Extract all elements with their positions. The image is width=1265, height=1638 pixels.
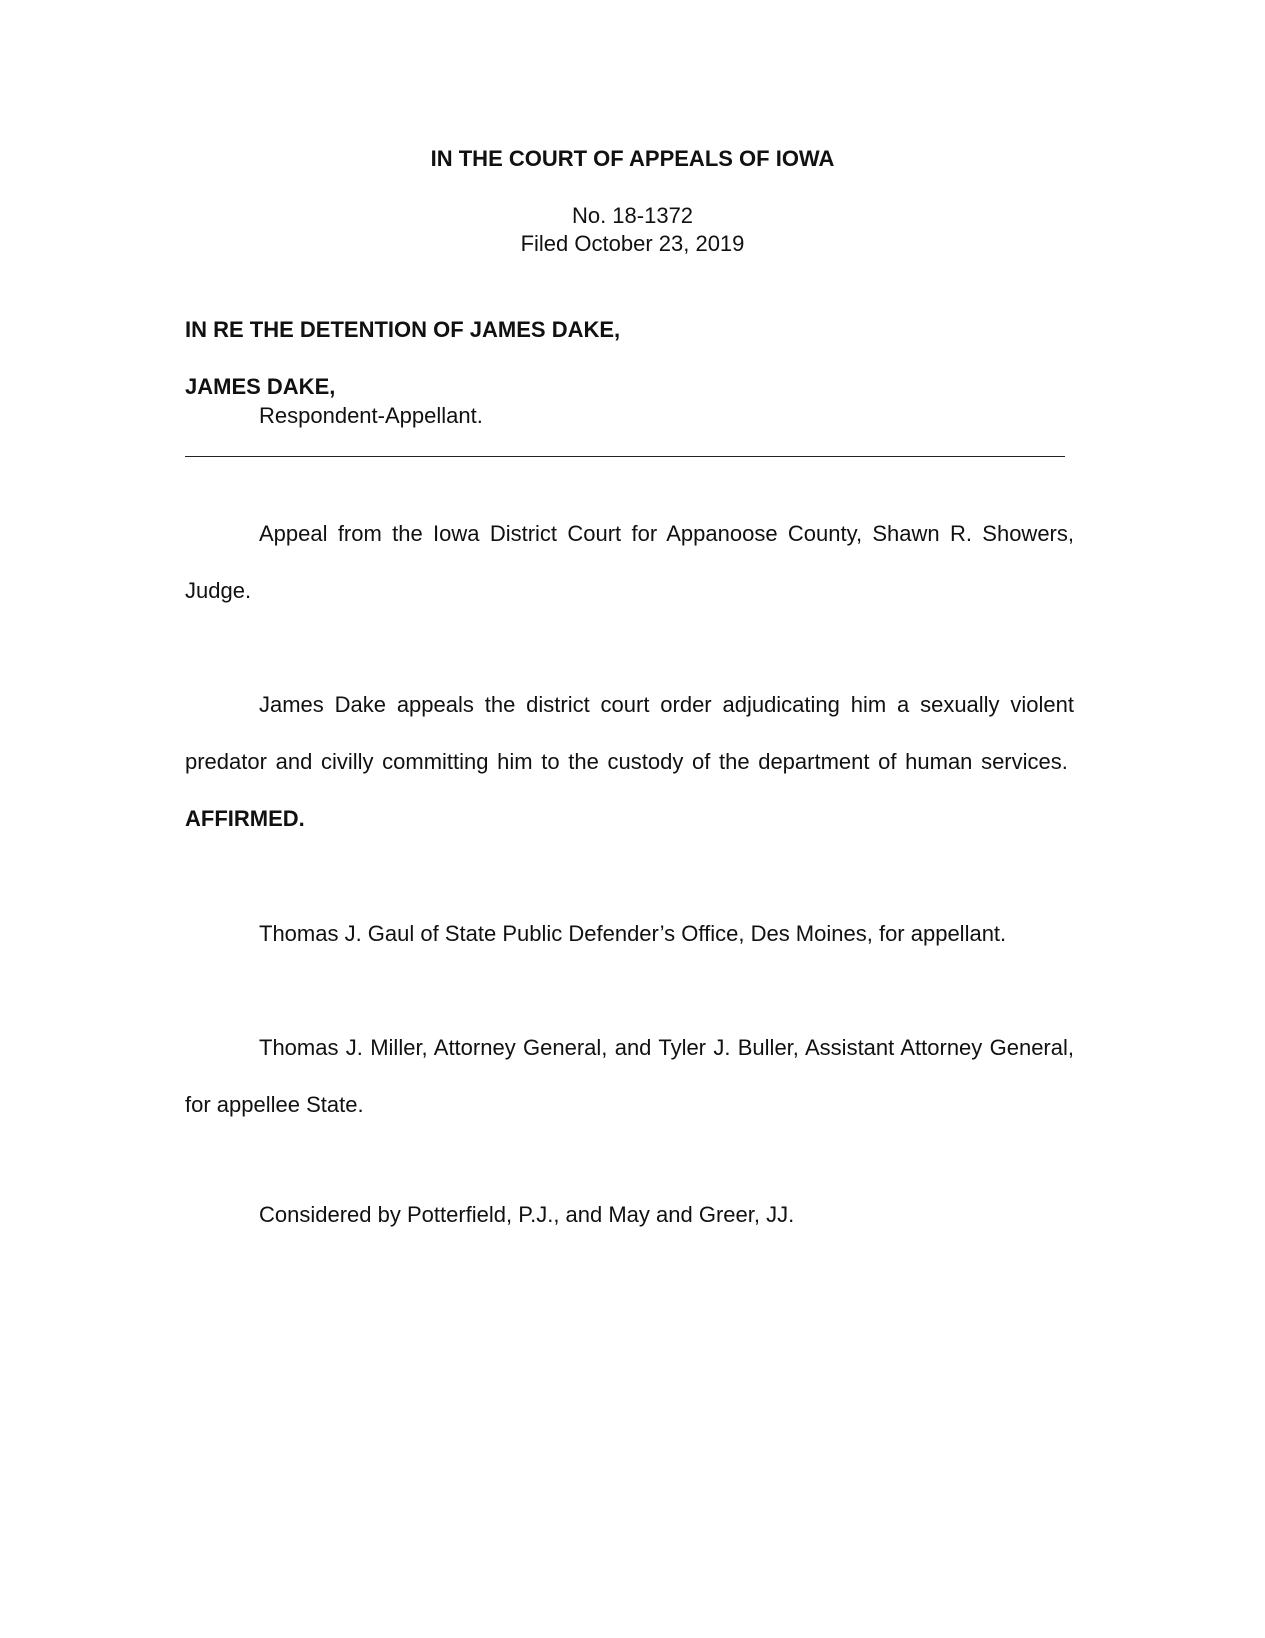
- case-number: No. 18-1372: [571, 203, 694, 228]
- disposition: AFFIRMED.: [185, 806, 305, 831]
- appeal-from-paragraph: Appeal from the Iowa District Court for Appanoose County, Shawn R. Showers, Judge.: [185, 521, 1074, 603]
- summary-text: James Dake appeals the district court order adjudicating him a sexually violent predator and civilly committing him to the custody of the department of human services.: [185, 692, 1074, 774]
- counsel-appellant: Thomas J. Gaul of State Public Defender’s Office, Des Moines, for appellant.: [259, 921, 1007, 946]
- case-caption: IN RE THE DETENTION OF JAMES DAKE,: [185, 317, 621, 342]
- counsel-appellee: Thomas J. Miller, Attorney General, and Tyler J. Buller, Assistant Attorney General, for appellee State.: [185, 1035, 1074, 1117]
- party-name: JAMES DAKE,: [185, 374, 336, 399]
- summary-paragraph: [185, 676, 1074, 847]
- caption-divider: [185, 456, 1065, 457]
- panel-statement: Considered by Potterfield, P.J., and May and Greer, JJ.: [259, 1202, 795, 1227]
- court-title: IN THE COURT OF APPEALS OF IOWA: [430, 146, 835, 171]
- party-role: Respondent-Appellant.: [259, 403, 483, 428]
- filed-date: Filed October 23, 2019: [520, 231, 745, 256]
